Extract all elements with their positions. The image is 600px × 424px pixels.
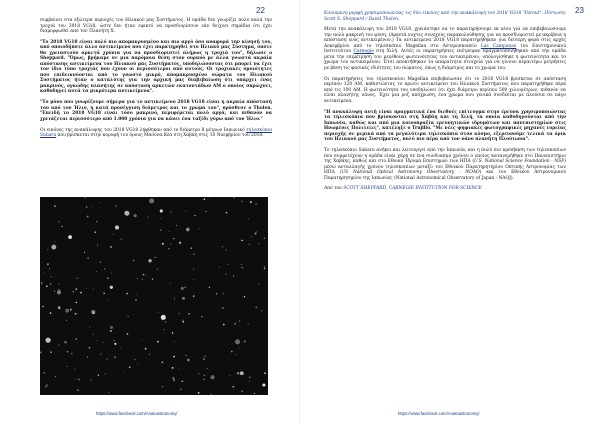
star bbox=[128, 316, 129, 317]
star bbox=[46, 384, 48, 386]
source-prefix: Από τον bbox=[324, 186, 344, 192]
star bbox=[86, 207, 87, 208]
subaru-link[interactable]: τηλεσκόπιο Subaru bbox=[40, 127, 272, 139]
star bbox=[97, 244, 98, 245]
text-run: ) μέσω ανταλλαγής χρόνου τηλεσκοπίων μεταξύ του Εθνικού Παρατηρητηρίου Οπτικής Αστρονομίας των ΗΠΑ ( bbox=[324, 159, 566, 176]
star bbox=[137, 363, 138, 364]
star bbox=[193, 295, 195, 297]
star bbox=[234, 323, 236, 325]
star bbox=[261, 310, 262, 311]
source-credit bbox=[324, 186, 566, 192]
star bbox=[134, 359, 136, 361]
star bbox=[75, 313, 77, 315]
star bbox=[113, 234, 114, 235]
star bbox=[211, 394, 212, 395]
star bbox=[152, 278, 153, 279]
star bbox=[248, 323, 249, 324]
star bbox=[165, 321, 166, 322]
star bbox=[76, 302, 77, 303]
star bbox=[254, 393, 255, 394]
star bbox=[205, 211, 206, 212]
star bbox=[225, 249, 226, 250]
star bbox=[50, 351, 52, 353]
star bbox=[244, 296, 245, 297]
star bbox=[231, 351, 232, 352]
star bbox=[162, 361, 163, 362]
star bbox=[239, 320, 240, 321]
star bbox=[241, 390, 242, 391]
star bbox=[54, 205, 56, 207]
star bbox=[201, 316, 202, 317]
star bbox=[262, 383, 265, 386]
star bbox=[93, 289, 94, 290]
star bbox=[171, 212, 172, 213]
star bbox=[235, 339, 240, 344]
star bbox=[203, 358, 205, 360]
source-name: SCOTT SHEPPARD, CARNEGIE INSTITUTION FOR SCIENCE bbox=[343, 186, 482, 192]
star bbox=[45, 386, 46, 387]
star bbox=[193, 279, 194, 280]
star bbox=[178, 313, 180, 315]
star bbox=[120, 347, 121, 348]
star bbox=[121, 239, 122, 240]
star bbox=[65, 309, 69, 313]
star bbox=[157, 269, 158, 270]
star bbox=[85, 197, 86, 198]
star bbox=[44, 273, 45, 274]
star bbox=[204, 374, 206, 376]
star bbox=[142, 339, 143, 340]
star bbox=[223, 293, 224, 294]
star bbox=[92, 206, 93, 207]
right-text-column bbox=[324, 11, 566, 197]
star bbox=[134, 214, 137, 217]
star bbox=[96, 340, 97, 341]
paragraph: συμβαίνει στα εξώτερα περιοχές του Ηλιακού μας Συστήματος. Η ομάδα δεν γνωρίζει πολύ καλά την τροχιά του 2018 VG18, ώστε δεν ήταν εφικτό να προσδιορίσουν εάν δείχνει σημάδια ότι έχει διαμορφωθεί από τον Πλανήτη Χ. bbox=[40, 18, 272, 34]
quote-paragraph: "Το 2018 VG18 είναι πολύ πιο απομακρυσμένο και πιο αργό όσο αναφορά την κίνησή του, από οποιοδήποτε άλλο αντικείμενο που έχει παρατηρηθεί στο Ηλιακό μας Σύστημα, οπότε θα χρειαστούν αρκετά χρόνια για να προσδιοριστεί πλήρως η τροχιά του", δήλωσε ο Sheppard. "Όμως, βρήκαμε σε μια παρόμοια θέση στον ουρανό με άλλα γνωστά ακραία απόστασης αντικείμενα του Ηλιακού μας Συστήματος, υποδηλώνοντας ότι μπορεί να έχει τον ίδιο τύπο τροχιάς που έχουν οι περισσότεροι από αυτούς. Οι τροχιακές ομοιότητες που επιδεικνύονται από το γνωστό μικρό, απομακρυσμένο σώματα του Ηλιακού Συστήματος ήταν ο καταλύτης για την αρχική μας διαβεβαίωση ότι υπάρχει ένας μακρινός, ογκώδης πλανήτης σε απόσταση αρκετών εκατοντάδων ΑΜ ο οποίος σπρώχνει, καθοδηγεί αυτά τα μικρότερα αντικείμενα". bbox=[40, 39, 272, 95]
star bbox=[168, 248, 169, 249]
star bbox=[186, 228, 190, 232]
star bbox=[49, 268, 50, 269]
star bbox=[76, 379, 77, 380]
star bbox=[264, 266, 265, 267]
star bbox=[173, 379, 175, 381]
star bbox=[225, 273, 227, 275]
star bbox=[114, 356, 116, 358]
star bbox=[51, 245, 56, 250]
star bbox=[40, 351, 42, 353]
star bbox=[135, 299, 136, 300]
star bbox=[42, 306, 43, 307]
star bbox=[170, 283, 171, 284]
star bbox=[142, 279, 143, 280]
star bbox=[169, 231, 170, 232]
star bbox=[98, 374, 99, 375]
star bbox=[91, 379, 93, 381]
text-run: που βρίσκεται στην κορυφή του όρους Μαούνα Κέα στη Χαβάη στις 10 Νοεμβρίου του 2018. bbox=[56, 133, 264, 139]
star bbox=[104, 268, 105, 269]
star bbox=[58, 284, 59, 285]
star bbox=[47, 249, 48, 250]
star bbox=[198, 373, 199, 374]
star bbox=[191, 247, 192, 248]
star bbox=[182, 321, 184, 323]
star bbox=[136, 294, 137, 295]
star bbox=[51, 276, 52, 277]
star bbox=[55, 376, 56, 377]
star bbox=[77, 389, 78, 390]
star bbox=[58, 344, 59, 345]
star bbox=[241, 267, 243, 269]
star bbox=[194, 215, 195, 216]
star bbox=[237, 372, 240, 375]
star bbox=[75, 288, 77, 290]
star bbox=[110, 286, 113, 289]
star bbox=[124, 371, 125, 372]
paragraph bbox=[324, 27, 566, 71]
star bbox=[239, 348, 240, 349]
star bbox=[57, 290, 61, 294]
star bbox=[124, 211, 129, 216]
star bbox=[185, 210, 186, 211]
star bbox=[222, 246, 223, 247]
star bbox=[244, 340, 246, 342]
star bbox=[96, 271, 97, 272]
star bbox=[160, 230, 161, 231]
star bbox=[95, 232, 96, 233]
star bbox=[241, 240, 243, 242]
star bbox=[173, 238, 174, 239]
starfield-image bbox=[40, 197, 268, 395]
star bbox=[207, 368, 208, 369]
star bbox=[216, 293, 217, 294]
star bbox=[149, 354, 150, 355]
page-number: 23 bbox=[575, 6, 584, 15]
star bbox=[185, 287, 186, 288]
star bbox=[110, 246, 112, 248]
star bbox=[227, 264, 228, 265]
star bbox=[176, 225, 177, 226]
star bbox=[249, 244, 250, 245]
star bbox=[108, 392, 109, 393]
star bbox=[93, 334, 94, 335]
star bbox=[255, 203, 257, 205]
text-run: Μετά την ανακάλυψη του 2018 VG18, χρειάστηκε να το παρατηρήσουμε εκ νέου για να επιβεβαιώσουμε την πολύ μακρινή του φύση. (Αρκετά νυχτες συνεχούς παρακολούθησης για να προσδιοριστεί με ακρίβεια η απόσταση ενός αντικειμένου.) Τα αντικείμενα 2018 VG18 παρατηρήθηκαν για δεύτερη φορά στις αρχές Δεκεμβρίου από το τηλεσκόπιο Magellan στο Αστεροσκοπείο bbox=[324, 27, 566, 49]
star bbox=[223, 324, 225, 326]
star bbox=[114, 343, 116, 345]
star bbox=[162, 243, 164, 245]
star bbox=[164, 329, 165, 330]
star bbox=[264, 372, 266, 374]
star bbox=[264, 238, 265, 239]
text-run: Οι εικόνες της ανακάλυψης του 2018 VG18 λήφθηκαν από το διάμετρο 8 μέτρων Ιαπωνικό bbox=[40, 127, 247, 133]
star bbox=[193, 253, 195, 255]
star bbox=[242, 201, 243, 202]
star bbox=[78, 379, 80, 381]
star bbox=[229, 375, 230, 376]
star bbox=[209, 287, 210, 288]
star bbox=[178, 368, 179, 369]
star bbox=[226, 212, 228, 214]
star bbox=[148, 259, 151, 262]
star bbox=[182, 381, 183, 382]
star bbox=[50, 283, 52, 285]
star bbox=[100, 262, 101, 263]
carnegie-link[interactable]: Carnegie bbox=[353, 49, 374, 55]
star bbox=[86, 288, 87, 289]
text-run: Το τηλεσκόπιο Subaru ανήκει και λειτουργεί από την Ιαπωνία, και η πολύ πιο πρόσβαση των τηλεσκοπίων που συμμετέχουν η ομάδα είναι χάρη σε ένα συνδυασμό χρόνου ο οποίος κατανεμήθηκε στο Πανεπιστήμιο της Χαβάης, καθώς και στο Εθνικό Ίδρυμα Επιστημών των ΗΠΑ ( bbox=[324, 148, 566, 165]
star bbox=[84, 252, 85, 253]
star bbox=[103, 292, 105, 294]
text-run: ) και του Εθνικού Αστρονομικού Παρατηρητηρίου της Ιαπωνίας (National Astronomical Observatory of Japan - NAOJ). bbox=[324, 170, 567, 181]
star bbox=[115, 205, 117, 207]
star bbox=[158, 312, 159, 313]
star bbox=[210, 375, 214, 379]
star bbox=[143, 274, 144, 275]
star bbox=[87, 257, 89, 259]
star bbox=[160, 218, 161, 219]
star bbox=[46, 285, 48, 287]
paragraph bbox=[324, 148, 566, 181]
star bbox=[87, 357, 88, 358]
starfield-photo bbox=[40, 197, 268, 395]
quote-paragraph: "Η ανακάλυψη αυτή είναι πραγματικά ένα διεθνές επίτευγμα στην έρευνα χρησιμοποιώντας τα τηλεσκόπια που βρίσκονται στη Χαβάη και τη Χιλή, τα οποία καθοδηγούνται από την Ιαπωνία, καθώς και από μια κοινοπραξία ερευνητικών ιδρυμάτων και πανεπιστημίων στις Ηνωμένες Πολιτείες", κατέληξε ο Trujillo. "Με νέες ψηφιακές φωτογραφικές μηχανές ευρείας περιοχής σε μερικά από τα μεγαλύτερα τηλεσκόπια στον κόσμο, εξερευνούμε τελικά τα όρια του Ηλιακού μας Συστήματος, πολύ πιο πέρα από τον νάνο πλανήτη Πλούτωνα". bbox=[324, 109, 566, 143]
text-run: U.S. National Science Foundation - NSF bbox=[474, 159, 565, 165]
star bbox=[172, 332, 174, 334]
star bbox=[147, 217, 148, 218]
star bbox=[219, 266, 220, 267]
star bbox=[174, 299, 175, 300]
star bbox=[100, 354, 101, 355]
star bbox=[96, 221, 97, 222]
star bbox=[100, 203, 101, 204]
star bbox=[204, 198, 206, 200]
page-number: 22 bbox=[256, 6, 265, 15]
star bbox=[55, 241, 56, 242]
star bbox=[107, 278, 109, 280]
star bbox=[80, 292, 82, 294]
star bbox=[76, 338, 78, 340]
star bbox=[174, 341, 175, 342]
star bbox=[180, 388, 182, 390]
paragraph bbox=[40, 128, 272, 139]
star bbox=[198, 392, 200, 394]
star bbox=[87, 216, 89, 218]
text-run: στη Χιλή. Αυτές οι παρατηρήσεις επέτρεψαν πραγματοποιήθηκαν από την ομάδα μετα την επιμέτρηση του μεγέθους φωτεινότητας του αντικειμένου, υπολογίσθηκε η φωτεινότητα και το χρώμα του αντικειμένου. Έτσι αποκτήθηκαν τα απαραίτητα στοιχεία για να γίνουν περαιτέρω μετρήσεις με βάση τις φασικές ιδιότητες του σώματος, όπως η διάμετρος και το χρώμα του. bbox=[324, 49, 566, 71]
star bbox=[107, 300, 108, 301]
star bbox=[258, 283, 259, 284]
star bbox=[67, 366, 68, 367]
star bbox=[204, 379, 205, 380]
paragraph: Οι παρατηρήσεις του τηλεσκοπίου Magellan επιβεβαίωσαν ότι το 2018 VG18 βρίσκεται σε απόσταση περίπου 120 AM, καθιστώντας το πρώτο αντικείμενο του Ηλιακού Συστήματος που παρατηρήθηκε πέρα από τις 100 AM. Η φωτεινότητα του υποδηλώνει ότι έχει διάμετρο περίπου 500 χιλιομέτρων, πιθανόν να είναι πλανήτης νάνος. Έχει μια ροζ απόχρωση, ένα χρώμα που γενικά συνδέεται με πλούσια σε πάγο αντικείμενα. bbox=[324, 76, 566, 104]
star bbox=[54, 291, 55, 292]
star bbox=[249, 377, 251, 379]
star bbox=[110, 326, 113, 329]
star bbox=[250, 201, 252, 203]
star bbox=[149, 198, 154, 203]
star bbox=[110, 330, 112, 332]
star bbox=[73, 291, 75, 293]
star bbox=[71, 353, 73, 355]
star bbox=[137, 278, 138, 279]
star bbox=[172, 367, 174, 369]
star bbox=[145, 348, 147, 350]
star bbox=[174, 297, 175, 298]
star bbox=[62, 226, 63, 227]
star bbox=[66, 320, 67, 321]
star bbox=[74, 369, 75, 370]
star bbox=[70, 309, 72, 311]
star bbox=[222, 307, 223, 308]
star bbox=[264, 268, 266, 270]
star bbox=[241, 264, 242, 265]
footer-link[interactable]: https://www.facebook.com/Anatoastronomy/ bbox=[398, 411, 480, 416]
star bbox=[188, 313, 190, 315]
star bbox=[129, 366, 131, 368]
star bbox=[193, 269, 194, 270]
star bbox=[162, 386, 163, 387]
star bbox=[127, 333, 129, 335]
footer-link[interactable]: https://www.facebook.com/Anatoastronomy/ bbox=[96, 411, 178, 416]
star bbox=[179, 242, 181, 244]
left-text-column bbox=[40, 18, 272, 144]
star bbox=[251, 236, 252, 237]
star bbox=[155, 257, 156, 258]
star bbox=[76, 278, 77, 279]
star bbox=[182, 297, 185, 300]
star bbox=[133, 260, 134, 261]
star bbox=[161, 315, 166, 320]
star bbox=[233, 275, 234, 276]
star bbox=[115, 225, 119, 229]
star bbox=[248, 218, 249, 219]
star bbox=[44, 372, 45, 373]
quote-paragraph: "Το μόνο που γνωρίζουμε σήμερα για το αντικείμενο 2018 VG18 είναι η ακραία απόστασή του από τον Ήλιο, η κατά προσέγγιση διάμετρος και το χρώμα του", πρόσθεσε ο Tholen. "Επειδή το 2018 VG18 είναι τόσο μακρινό, περιφέρεται πολύ αργά, και πιθανόν να χρειάζεται περισσότερο από 1.000 χρόνια για να κάνει ένα ταξίδι γύρω από τον Ήλιο." bbox=[40, 100, 272, 122]
star bbox=[113, 340, 114, 341]
star bbox=[88, 347, 90, 349]
star bbox=[232, 386, 234, 388]
las-campanas-link[interactable]: Las Campanas bbox=[480, 43, 517, 49]
star bbox=[187, 359, 190, 362]
star bbox=[204, 356, 206, 358]
star bbox=[91, 310, 95, 314]
image-caption: Κινούμενη μορφή χρησιμοποιώντας τις δύο εικόνες από την ανακάλυψη του 2018 VG18 "Farout". Πίστωση: Scott S. Sheppard / David Tholen. bbox=[324, 11, 566, 22]
text-run: US National Optical Astronomy Observatory - NOAO bbox=[341, 170, 480, 176]
star bbox=[41, 282, 42, 283]
star bbox=[233, 197, 235, 198]
star bbox=[173, 356, 175, 358]
star bbox=[240, 371, 244, 375]
star bbox=[107, 359, 108, 360]
star bbox=[58, 306, 61, 309]
star bbox=[255, 233, 257, 235]
star bbox=[93, 334, 94, 335]
star bbox=[181, 287, 184, 290]
star bbox=[256, 231, 257, 232]
text-run: του Επιστημονικού Ινστιτούτου bbox=[324, 43, 566, 55]
star bbox=[160, 209, 163, 212]
star bbox=[199, 228, 200, 229]
star bbox=[50, 312, 52, 314]
star bbox=[64, 341, 67, 344]
star bbox=[111, 272, 112, 273]
right-page bbox=[300, 0, 600, 424]
star bbox=[249, 381, 250, 382]
star bbox=[170, 243, 171, 244]
star bbox=[46, 338, 51, 343]
star bbox=[47, 263, 49, 265]
star bbox=[67, 351, 68, 352]
star bbox=[258, 243, 259, 244]
star bbox=[145, 274, 146, 275]
star bbox=[255, 307, 257, 309]
star bbox=[182, 320, 183, 321]
star bbox=[157, 341, 159, 343]
star bbox=[126, 293, 128, 295]
star bbox=[58, 221, 59, 222]
star bbox=[236, 354, 237, 355]
star bbox=[68, 235, 72, 239]
star bbox=[103, 342, 104, 343]
star bbox=[105, 373, 106, 374]
star bbox=[185, 355, 186, 356]
star bbox=[89, 326, 90, 327]
star bbox=[209, 197, 210, 198]
star bbox=[173, 377, 175, 379]
